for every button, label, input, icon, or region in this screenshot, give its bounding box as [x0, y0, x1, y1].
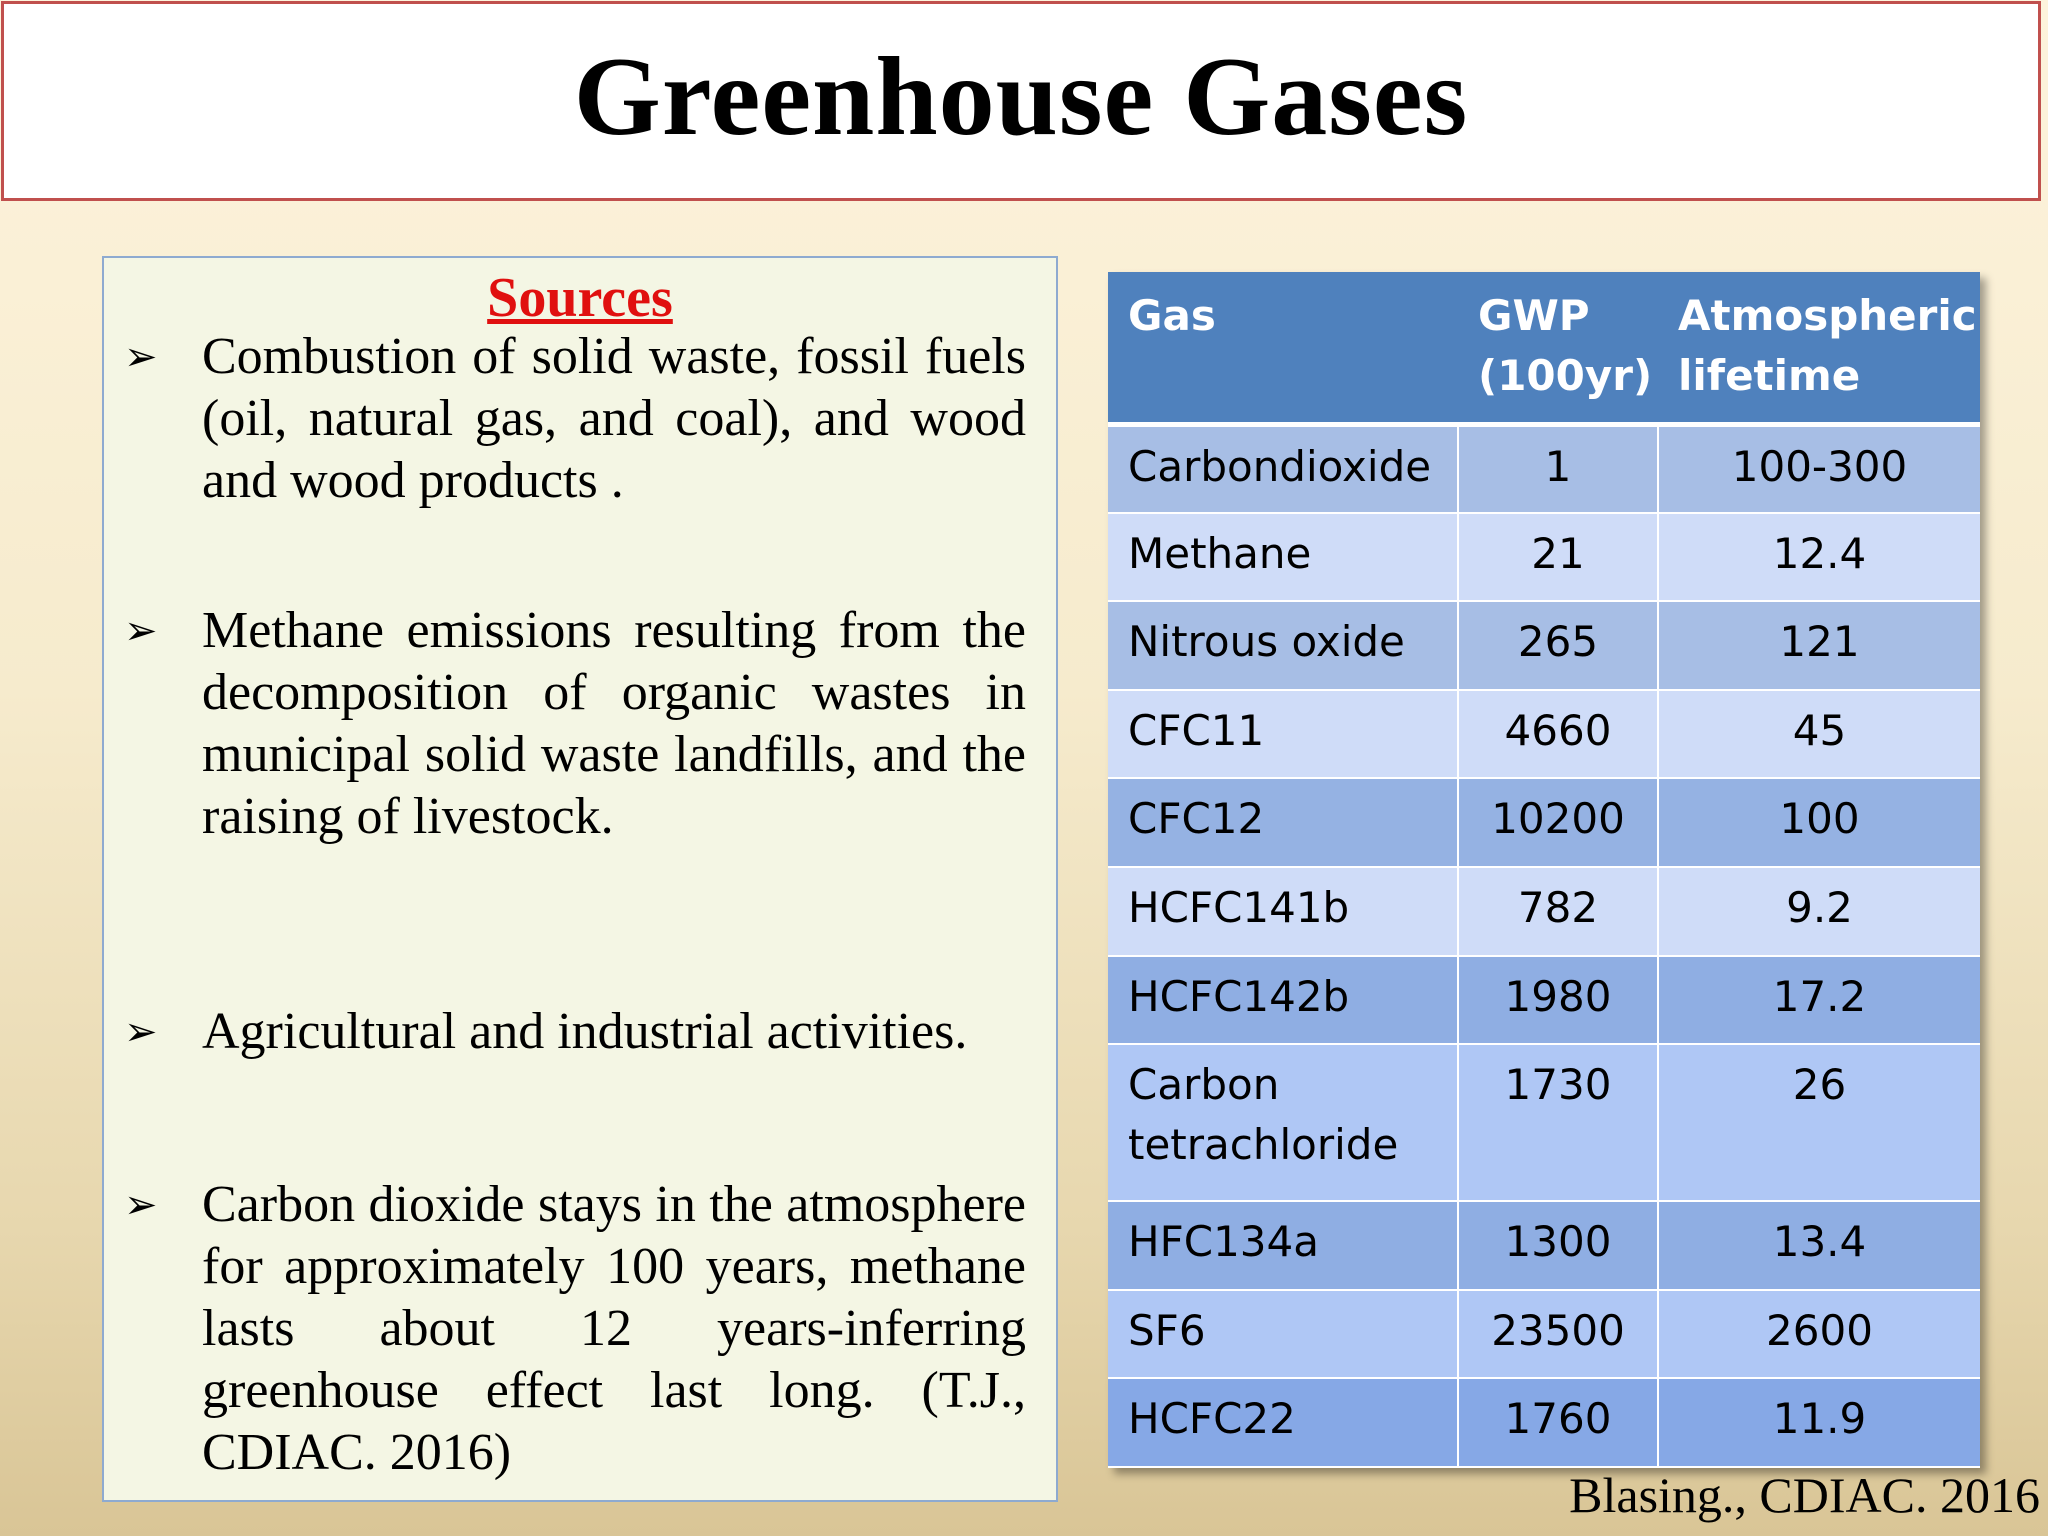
- lifetime-cell: 12.4: [1658, 513, 1980, 602]
- arrow-bullet-icon: ➢: [124, 1009, 158, 1055]
- table-header-row: [1108, 272, 1980, 424]
- gas-name-cell: Nitrous oxide: [1108, 601, 1458, 690]
- gwp-cell: 265: [1458, 601, 1658, 690]
- table-row: [1108, 778, 1980, 867]
- arrow-bullet-icon: ➢: [124, 334, 158, 380]
- gwp-cell: 23500: [1458, 1290, 1658, 1379]
- table-row: [1108, 513, 1980, 602]
- lifetime-cell: 9.2: [1658, 867, 1980, 956]
- table-row: [1108, 867, 1980, 956]
- gas-name-cell: CFC12: [1108, 778, 1458, 867]
- title-bar: [1, 1, 2041, 201]
- gwp-cell: 10200: [1458, 778, 1658, 867]
- gwp-cell: 1760: [1458, 1378, 1658, 1467]
- bullet-text: Methane emissions resulting from the decomposition of organic wastes in municipal solid waste landfills, and the raising of livestock.: [202, 602, 1026, 845]
- gas-name-cell: HFC134a: [1108, 1201, 1458, 1290]
- column-header-gas: Gas: [1108, 272, 1458, 424]
- sources-heading: Sources: [487, 267, 673, 329]
- table-row: [1108, 424, 1980, 513]
- gas-table: [1108, 272, 1980, 1468]
- gas-name-cell: HCFC141b: [1108, 867, 1458, 956]
- gwp-cell: 782: [1458, 867, 1658, 956]
- table-row: [1108, 690, 1980, 779]
- gas-name-cell: Carbon tetrachloride: [1108, 1044, 1458, 1201]
- slide-title: Greenhouse Gases: [573, 34, 1469, 159]
- gas-name-cell: HCFC22: [1108, 1378, 1458, 1467]
- table-row: [1108, 956, 1980, 1045]
- gas-name-cell: SF6: [1108, 1290, 1458, 1379]
- lifetime-cell: 26: [1658, 1044, 1980, 1201]
- lifetime-cell: 100: [1658, 778, 1980, 867]
- bullet-text: Combustion of solid waste, fossil fuels (oil, natural gas, and coal), and wood and wood products .: [202, 328, 1026, 509]
- gwp-cell: 1730: [1458, 1044, 1658, 1201]
- gwp-cell: 1300: [1458, 1201, 1658, 1290]
- gas-name-cell: HCFC142b: [1108, 956, 1458, 1045]
- gas-name-cell: Carbondioxide: [1108, 424, 1458, 513]
- gas-name-cell: Methane: [1108, 513, 1458, 602]
- gwp-cell: 21: [1458, 513, 1658, 602]
- gas-table-container: [1108, 272, 1980, 1468]
- lifetime-cell: 11.9: [1658, 1378, 1980, 1467]
- lifetime-cell: 100-300: [1658, 424, 1980, 513]
- lifetime-cell: 17.2: [1658, 956, 1980, 1045]
- sources-panel: [102, 256, 1058, 1502]
- table-row: [1108, 601, 1980, 690]
- table-row: [1108, 1044, 1980, 1201]
- gwp-cell: 1980: [1458, 956, 1658, 1045]
- column-header-lifetime: Atmospheric lifetime: [1658, 272, 1980, 424]
- lifetime-cell: 2600: [1658, 1290, 1980, 1379]
- lifetime-cell: 13.4: [1658, 1201, 1980, 1290]
- arrow-bullet-icon: ➢: [124, 1182, 158, 1228]
- table-row: [1108, 1201, 1980, 1290]
- column-header-gwp: GWP (100yr): [1458, 272, 1658, 424]
- table-row: [1108, 1290, 1980, 1379]
- lifetime-cell: 121: [1658, 601, 1980, 690]
- table-body: [1108, 424, 1980, 1467]
- citation: Blasing., CDIAC. 2016: [1569, 1467, 2040, 1523]
- gas-name-cell: CFC11: [1108, 690, 1458, 779]
- gwp-cell: 4660: [1458, 690, 1658, 779]
- bullet-text: Agricultural and industrial activities.: [202, 1003, 968, 1060]
- bullet-text: Carbon dioxide stays in the atmosphere for approximately 100 years, methane lasts about 12 years-inferring greenhouse effect last long. (T.J., CDIAC. 2016): [202, 1176, 1026, 1481]
- arrow-bullet-icon: ➢: [124, 608, 158, 654]
- lifetime-cell: 45: [1658, 690, 1980, 779]
- table-row: [1108, 1378, 1980, 1467]
- gwp-cell: 1: [1458, 424, 1658, 513]
